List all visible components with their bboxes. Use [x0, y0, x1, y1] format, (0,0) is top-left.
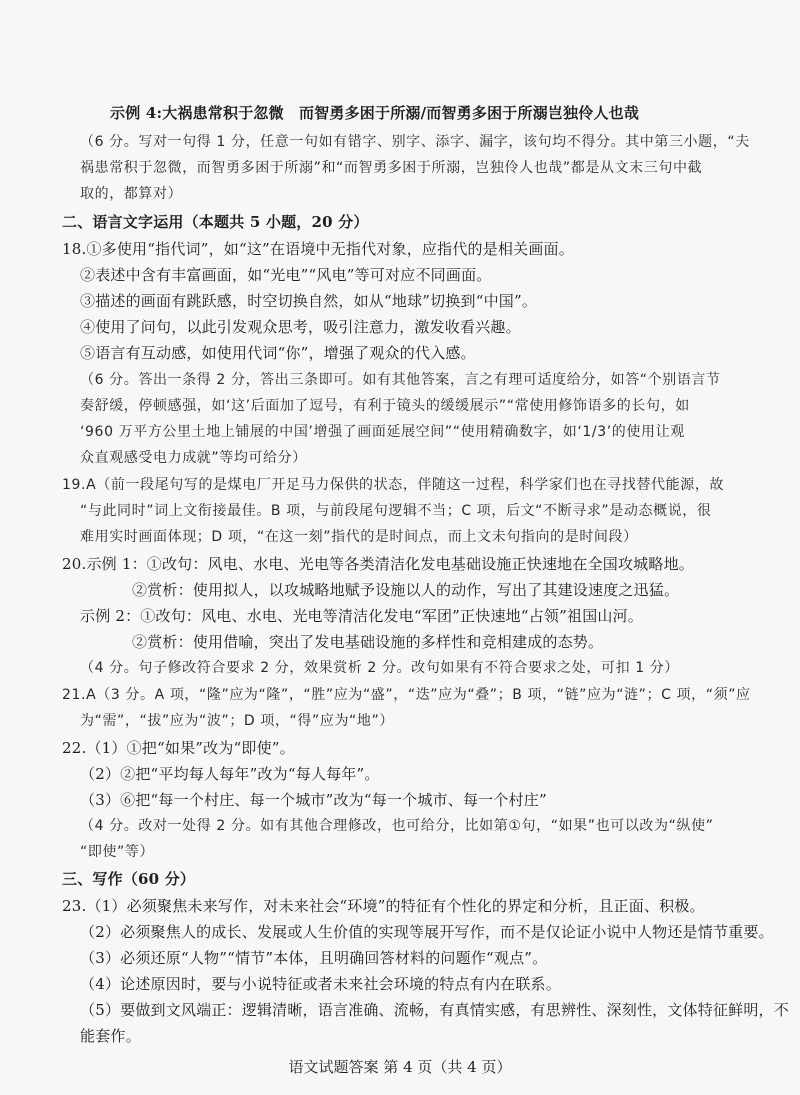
answer-line: ⑤语言有互动感，如使用代词“你”，增强了观众的代入感。 [80, 344, 476, 362]
answer-line: ③描述的画面有跳跃感，时空切换自然，如从“地球”切换到“中国”。 [80, 292, 538, 310]
section-heading: 二、语言文字运用（本题共 5 小题，20 分） [62, 213, 369, 231]
answer-line: ②赏析：使用借喻，突出了发电基础设施的多样性和竞相建成的态势。 [132, 633, 604, 651]
answer-line: （3）⑥把“每一个村庄、每一个城市”改为“每一个城市、每一个村庄” [80, 791, 547, 809]
scoring-note-line: 祸患常积于忽微，而智勇多困于所溺”和“而智勇多困于所溺，岂独伶人也哉”都是从文末三句中截 [80, 160, 703, 176]
answer-line: 为“需”，“拔”应为“波”；D 项，“得”应为“地”） [80, 713, 394, 729]
answer-line: （2）必须聚焦人的成长、发展或人生价值的实现等展开写作，而不是仅论证小说中人物还是情节重要。 [80, 923, 774, 941]
answer-line: 19.A（前一段尾句写的是煤电厂开足马力保供的状态，伴随这一过程，科学家们也在寻找替代能源，故 [62, 477, 725, 493]
answer-line: （5）要做到文风端正：逻辑清晰，语言准确、流畅，有真情实感，有思辨性、深刻性，文体特征鲜明，不 [80, 1001, 789, 1019]
scoring-note-line: （6 分。答出一条得 2 分，答出三条即可。如有其他答案，言之有理可适度给分，如答“个别语言节 [80, 372, 721, 388]
scoring-note-line: （4 分。改对一处得 2 分。如有其他合理修改，也可给分，比如第①句，“如果”也可以改为“纵使” [80, 818, 714, 834]
answer-line: ②表述中含有丰富画面，如“光电”“风电”等可对应不同画面。 [80, 266, 492, 284]
answer-line: （2）②把“平均每人每年”改为“每人每年”。 [80, 765, 380, 783]
example-4-line: 示例 4:大祸患常积于忽微 而智勇多困于所溺/而智勇多困于所溺岂独伶人也哉 [110, 104, 640, 122]
scoring-note-line: 众直观感受电力成就”等均可给分） [80, 450, 307, 466]
scoring-note-line: “即使”等） [80, 844, 155, 860]
answer-line: ④使用了问句，以此引发观众思考，吸引注意力，激发收看兴趣。 [80, 318, 521, 336]
answer-line: 能套作。 [80, 1027, 141, 1045]
answer-line: “与此同时”词上文衔接最佳。B 项，与前段尾句逻辑不当；C 项，后文“不断寻求”是动态概说，很 [80, 503, 712, 519]
answer-line: 18.①多使用“指代词”，如“这”在语境中无指代对象，应指代的是相关画面。 [62, 240, 574, 258]
answer-line: 示例 2：①改句：风电、水电、光电等清洁化发电“军团”正快速地“占领”祖国山河。 [80, 607, 643, 625]
scoring-note-line: （4 分。句子修改符合要求 2 分，效果赏析 2 分。改句如果有不符合要求之处，可扣 1 分） [80, 660, 679, 676]
answer-line: 23.（1）必须聚焦未来写作，对未来社会“环境”的特征有个性化的界定和分析，且正面、积极。 [62, 897, 705, 915]
answer-line: 21.A（3 分。A 项，“隆”应为“隆”，“胜”应为“盛”，“迭”应为“叠”；B 项，“链”应为“涟”；C 项，“须”应 [62, 687, 751, 703]
scoring-note-line: 奏舒缓，停顿感强，如‘这’后面加了逗号，有利于镜头的缓缓展示”“常使用修饰语多的长句，如 [80, 398, 690, 414]
answer-line: 22.（1）①把“如果”改为“即使”。 [62, 739, 295, 757]
answer-line: ②赏析：使用拟人，以攻城略地赋予设施以人的动作，写出了其建设速度之迅猛。 [132, 581, 680, 599]
answer-line: 难用实时画面体现；D 项，“在这一刻”指代的是时间点，而上文未句指向的是时间段） [80, 529, 638, 545]
scoring-note-line: （6 分。写对一句得 1 分，任意一句如有错字、别字、添字、漏字，该句均不得分。其中第三小题，“夫 [80, 134, 750, 150]
answer-line: （4）论述原因时，要与小说特征或者未来社会环境的特点有内在联系。 [80, 975, 561, 993]
section-heading: 三、写作（60 分） [62, 870, 196, 888]
scoring-note-line: 取的，都算对） [80, 186, 183, 202]
answer-line: （3）必须还原“人物”“情节”本体，且明确回答材料的问题作“观点”。 [80, 949, 548, 967]
page-footer: 语文试题答案 第 4 页（共 4 页） [288, 1058, 512, 1076]
answer-line: 20.示例 1：①改句：风电、水电、光电等各类清洁化发电基础设施正快速地在全国攻城略地。 [62, 555, 694, 573]
scoring-note-line: ‘960 万平方公里土地上铺展的中国’增强了画面延展空间”“使用精确数字，如‘1/3’的使用让观 [80, 424, 685, 440]
